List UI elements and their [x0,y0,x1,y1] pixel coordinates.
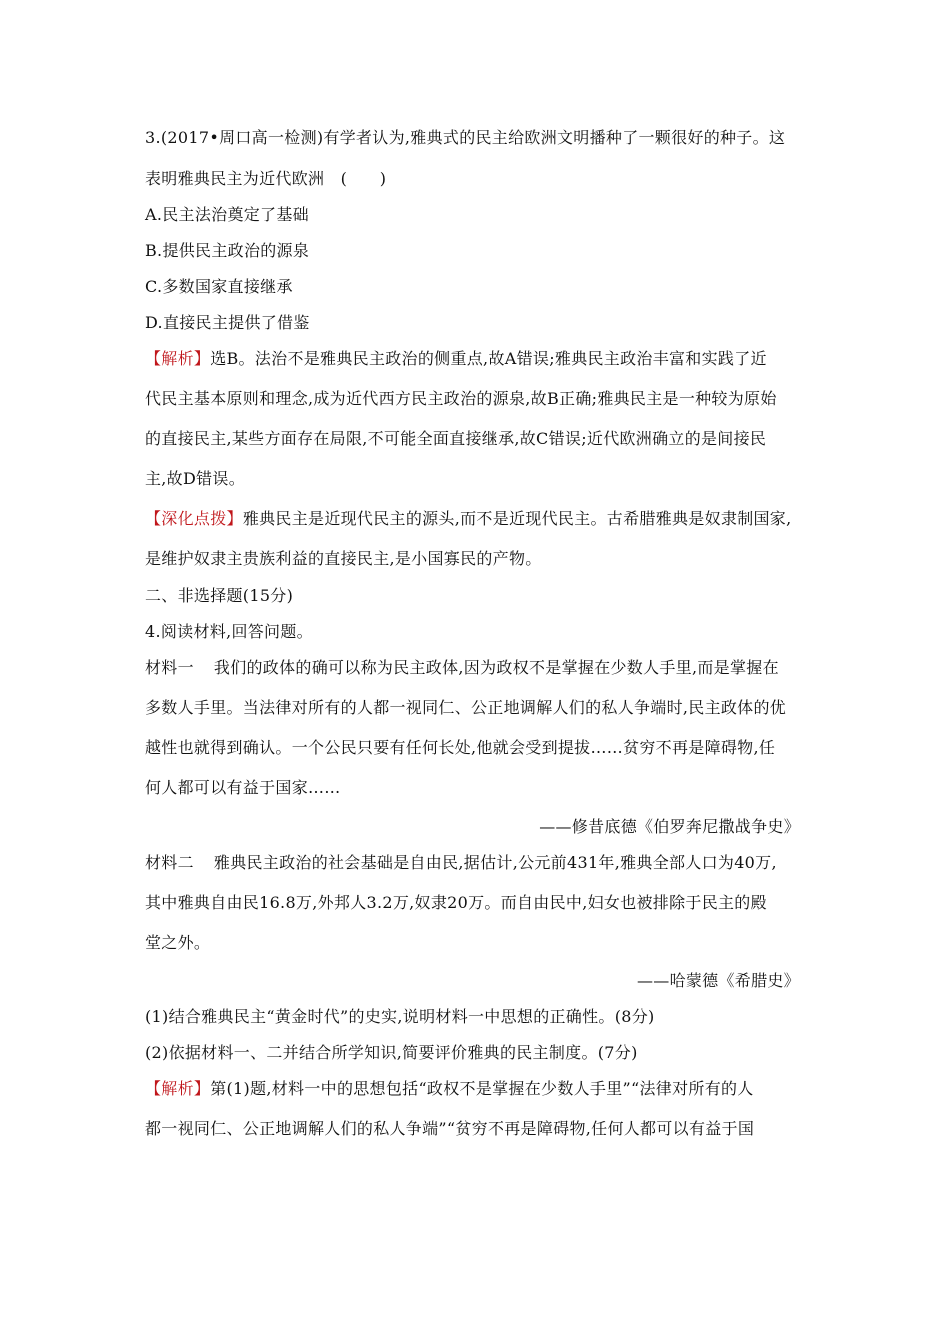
question-3-stem-line-2: 表明雅典民主为近代欧洲 ( ) [145,169,387,188]
option-d: D.直接民主提供了借鉴 [145,313,310,332]
q4-analysis-tag: 【解析】 [145,1079,211,1098]
option-c: C.多数国家直接继承 [145,277,293,296]
deepen-tag: 【深化点拨】 [145,509,243,528]
material-1-text-1: 我们的政体的确可以称为民主政体,因为政权不是掌握在少数人手里,而是掌握在 [213,658,779,677]
section-heading: 二、非选择题(15分) [145,586,294,605]
q4-analysis-text-1: 第(1)题,材料一中的思想包括“政权不是掌握在少数人手里”“法律对所有的人 [210,1079,754,1098]
sub-question-2: (2)依据材料一、二并结合所学知识,简要评价雅典的民主制度。(7分) [145,1043,638,1062]
q4-analysis-line-2: 都一视同仁、公正地调解人们的私人争端”“贫穷不再是障碍物,任何人都可以有益于国 [145,1119,755,1138]
question-4-stem: 4.阅读材料,回答问题。 [145,622,313,641]
material-2-source: ——哈蒙德《希腊史》 [636,971,800,990]
sub-question-1: (1)结合雅典民主“黄金时代”的史实,说明材料一中思想的正确性。(8分) [145,1007,655,1026]
deepen-text-1: 雅典民主是近现代民主的源头,而不是近现代民主。古希腊雅典是奴隶制国家, [242,509,792,528]
material-1-label: 材料一 [145,658,194,677]
material-2-line-3: 堂之外。 [145,933,211,952]
material-1-line-3: 越性也就得到确认。一个公民只要有任何长处,他就会受到提拔……贫穷不再是障碍物,任 [145,738,776,757]
q3-analysis-text-1: 选B。法治不是雅典民主政治的侧重点,故A错误;雅典民主政治丰富和实践了近 [210,349,767,368]
material-2-line-2: 其中雅典自由民16.8万,外邦人3.2万,奴隶20万。而自由民中,妇女也被排除于民主的殿 [145,893,767,912]
material-2-line-1 [145,852,777,874]
material-2-label: 材料二 [145,853,194,872]
q3-analysis-line-1 [145,348,767,370]
material-2-text-1: 雅典民主政治的社会基础是自由民,据估计,公元前431年,雅典全部人口为40万, [213,853,777,872]
question-3-stem-line-1: 3.(2017•周口高一检测)有学者认为,雅典式的民主给欧洲文明播种了一颗很好的种子。这 [145,128,786,147]
option-a: A.民主法治奠定了基础 [145,205,309,224]
deepen-line-1 [145,508,792,530]
material-1-line-2: 多数人手里。当法律对所有的人都一视同仁、公正地调解人们的私人争端时,民主政体的优 [145,698,787,717]
material-1-line-1 [145,657,779,679]
option-b: B.提供民主政治的源泉 [145,241,310,260]
material-1-line-4: 何人都可以有益于国家…… [145,778,341,797]
material-1-source: ——修昔底德《伯罗奔尼撒战争史》 [539,817,800,836]
q3-analysis-line-4: 主,故D错误。 [145,469,246,488]
analysis-tag: 【解析】 [145,349,211,368]
deepen-line-2: 是维护奴隶主贵族利益的直接民主,是小国寡民的产物。 [145,549,542,568]
q4-analysis-line-1 [145,1078,754,1100]
q3-analysis-line-2: 代民主基本原则和理念,成为近代西方民主政治的源泉,故B正确;雅典民主是一种较为原始 [145,389,777,408]
q3-analysis-line-3: 的直接民主,某些方面存在局限,不可能全面直接继承,故C错误;近代欧洲确立的是间接民 [145,429,767,448]
